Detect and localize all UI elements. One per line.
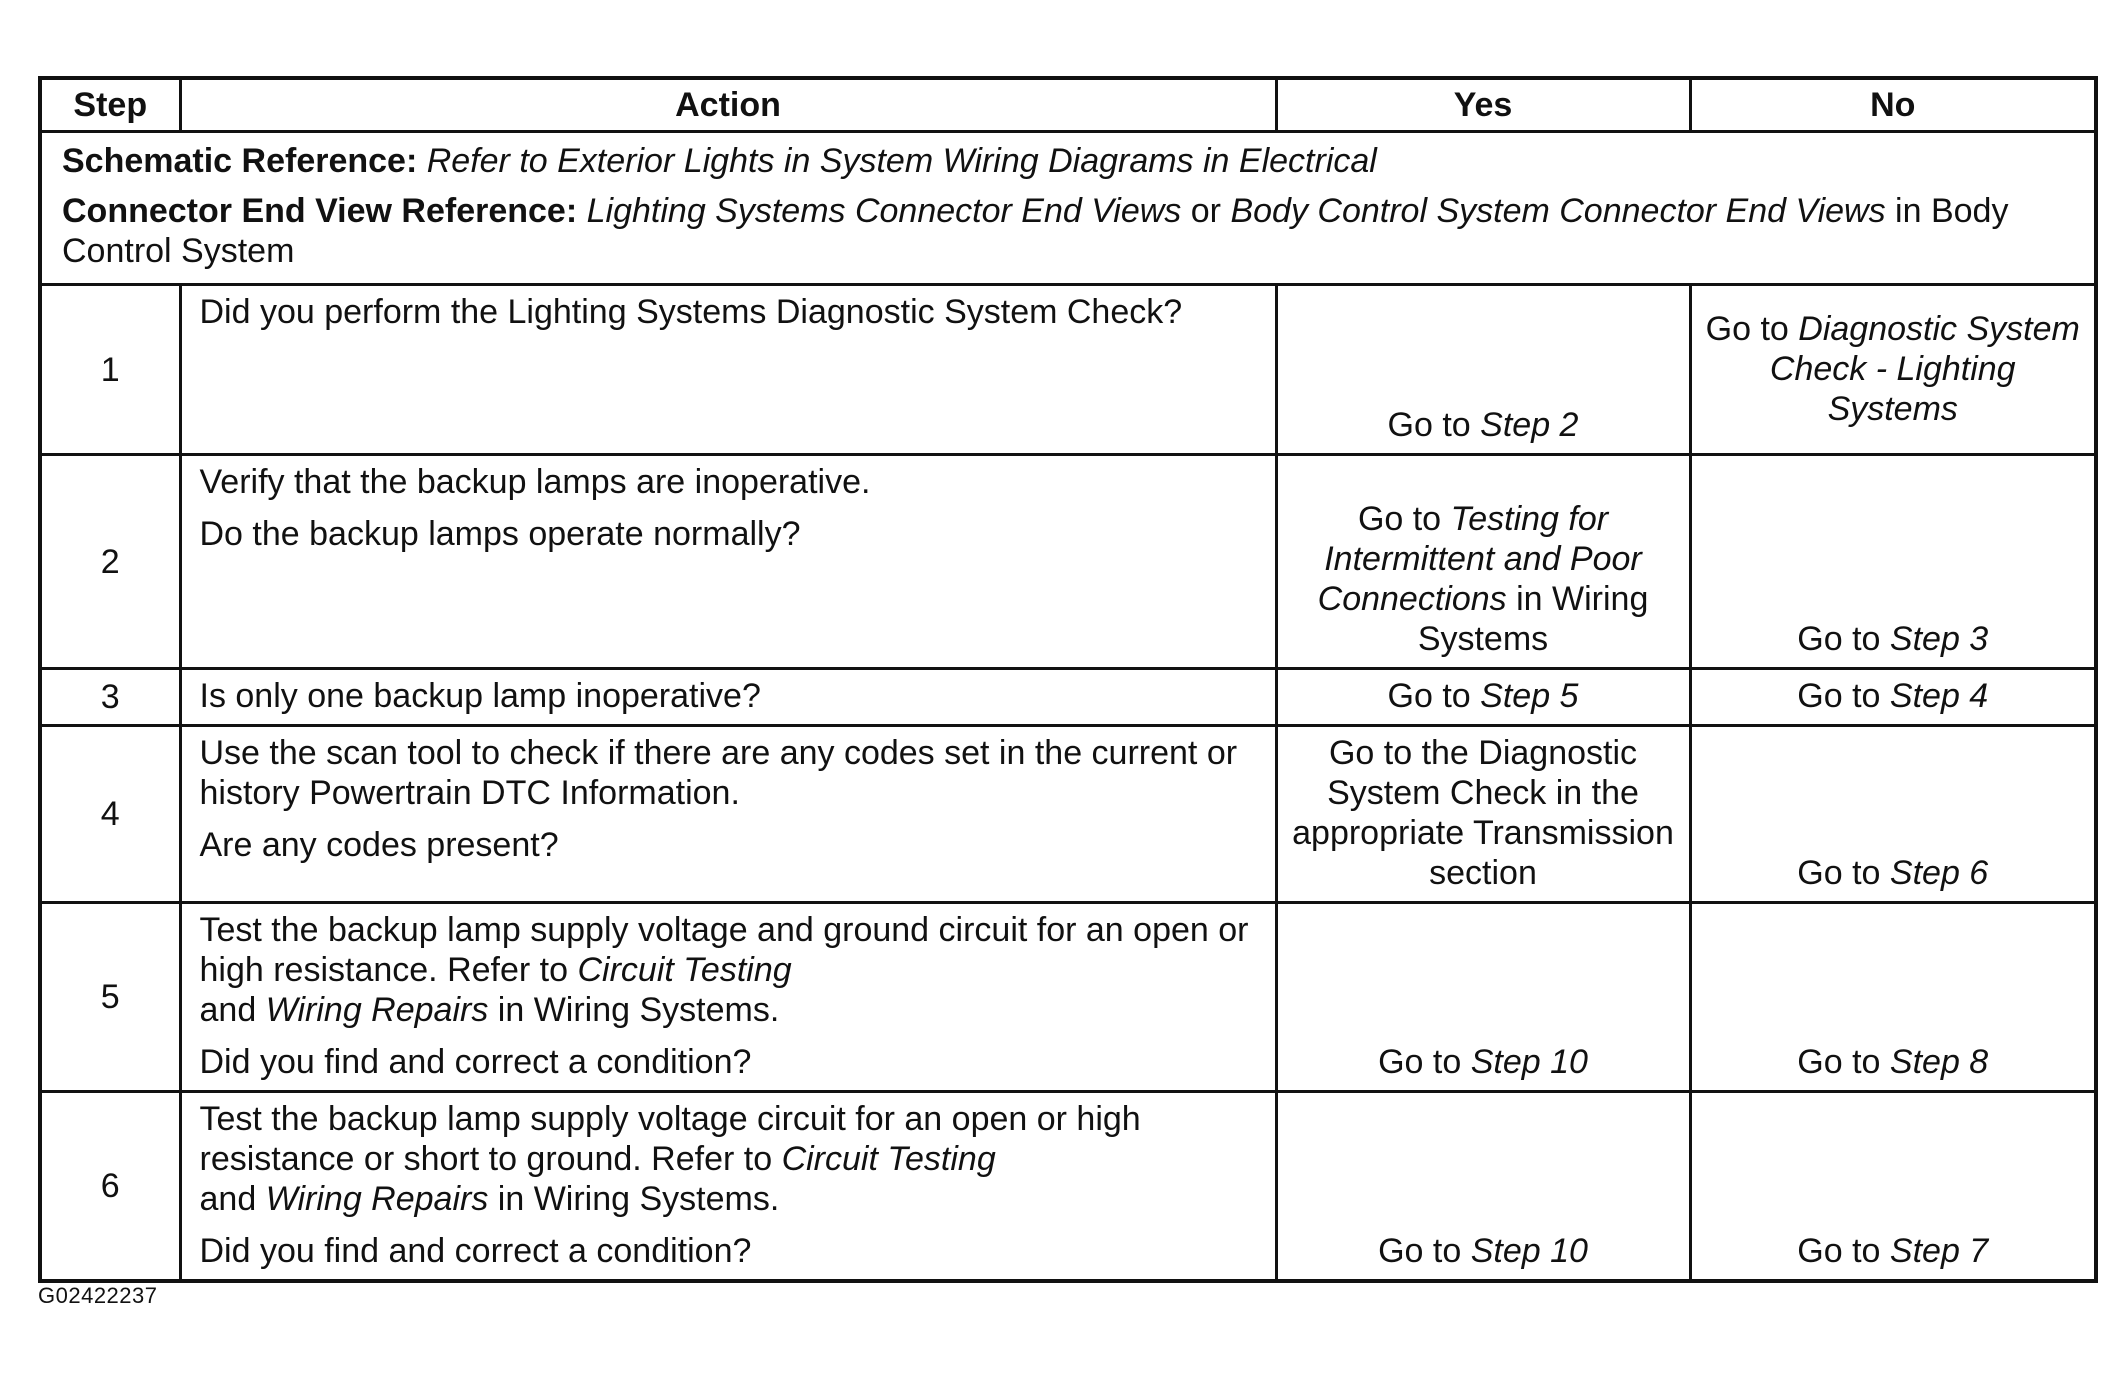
yes-result — [1276, 726, 1690, 903]
action-question: Did you find and correct a condition? — [199, 1043, 752, 1081]
yes-pre: Go to — [1378, 1043, 1462, 1081]
step-number: 4 — [40, 726, 180, 903]
header-action: Action — [180, 78, 1276, 132]
action-text: Verify that the backup lamps are inoperative. — [199, 463, 871, 501]
header-yes: Yes — [1276, 78, 1690, 132]
no-pre: Go to — [1797, 677, 1881, 715]
action-text: Did you perform the Lighting Systems Diagnostic System Check? — [199, 293, 1183, 331]
no-step-ref: Step 8 — [1889, 1043, 1989, 1081]
reference-row — [40, 132, 2096, 285]
action-text — [200, 910, 1257, 1030]
no-pre: Go to — [1705, 309, 1789, 348]
step-row-4 — [40, 726, 2096, 903]
connector-reference-link-lighting: Lighting Systems Connector End Views — [586, 192, 1182, 230]
no-pre: Go to — [1797, 620, 1881, 658]
diagnostic-document — [38, 76, 2094, 1283]
yes-result — [1276, 455, 1690, 669]
yes-step-ref: Step 10 — [1470, 1043, 1588, 1081]
step-row-5 — [40, 903, 2096, 1092]
no-result — [1690, 726, 2096, 903]
no-pre: Go to — [1797, 854, 1881, 892]
no-pre: Go to — [1797, 1043, 1881, 1081]
step-action — [180, 903, 1276, 1092]
action-and: and — [199, 991, 257, 1029]
action-and: and — [199, 1180, 257, 1218]
yes-pre: Go to — [1387, 677, 1471, 715]
step-action — [180, 455, 1276, 669]
connector-reference-label: Connector End View Reference: — [62, 192, 578, 230]
step-number: 6 — [40, 1092, 180, 1282]
yes-post: in Wiring Systems — [1417, 580, 1649, 658]
no-result — [1690, 903, 2096, 1092]
no-result — [1690, 1092, 2096, 1282]
no-pre: Go to — [1797, 1232, 1881, 1270]
action-question: Is only one backup lamp inoperative? — [199, 677, 761, 715]
no-step-ref: Step 7 — [1889, 1232, 1989, 1270]
reference-cell — [40, 132, 2096, 285]
yes-pre: Go to — [1387, 406, 1471, 444]
action-post: in Wiring Systems. — [497, 1180, 780, 1218]
header-row — [40, 78, 2096, 132]
action-text: Use the scan tool to check if there are any codes set in the current or history Powertrain DTC Information. — [199, 734, 1238, 812]
action-question: Are any codes present? — [199, 826, 559, 864]
schematic-reference-text: Refer to Exterior Lights in System Wiring Diagrams in Electrical — [426, 142, 1377, 180]
step-action — [180, 1092, 1276, 1282]
yes-pre: Go to — [1357, 500, 1442, 538]
header-step: Step — [40, 78, 180, 132]
no-step-ref: Step 4 — [1889, 677, 1989, 715]
no-step-ref: Step 3 — [1889, 620, 1989, 658]
action-text — [200, 1099, 1257, 1219]
no-step-ref: Diagnostic System Check - Lighting Systems — [1769, 309, 2080, 428]
no-step-ref: Step 6 — [1889, 854, 1989, 892]
step-row-1 — [40, 285, 2096, 455]
step-row-6 — [40, 1092, 2096, 1282]
no-result — [1690, 669, 2096, 726]
no-result — [1690, 455, 2096, 669]
yes-result — [1276, 1092, 1690, 1282]
step-row-3 — [40, 669, 2096, 726]
action-pre: Test the backup lamp supply voltage and ground circuit for an open or high resistance. Refer to — [199, 911, 1249, 989]
action-ref-wiring-repairs: Wiring Repairs — [265, 1180, 489, 1218]
yes-result — [1276, 669, 1690, 726]
yes-result — [1276, 903, 1690, 1092]
yes-step-ref: Testing for Intermittent and Poor Connections — [1317, 500, 1642, 618]
diagnostic-table — [38, 76, 2098, 1283]
action-pre: Test the backup lamp supply voltage circuit for an open or high resistance or short to ground. Refer to — [199, 1100, 1141, 1178]
no-result — [1690, 285, 2096, 455]
step-action — [180, 726, 1276, 903]
step-number: 3 — [40, 669, 180, 726]
yes-text: Go to the Diagnostic System Check in the appropriate Transmission section — [1292, 734, 1674, 892]
step-number: 5 — [40, 903, 180, 1092]
action-question: Do the backup lamps operate normally? — [199, 515, 801, 553]
yes-step-ref: Step 5 — [1480, 677, 1579, 715]
schematic-reference — [62, 141, 2074, 181]
figure-code: G02422237 — [38, 1283, 158, 1308]
step-number: 1 — [40, 285, 180, 455]
yes-step-ref: Step 10 — [1470, 1232, 1588, 1270]
yes-result — [1276, 285, 1690, 455]
step-row-2 — [40, 455, 2096, 669]
schematic-reference-label: Schematic Reference: — [62, 142, 418, 180]
action-ref-circuit-testing: Circuit Testing — [781, 1140, 996, 1178]
yes-pre: Go to — [1378, 1232, 1462, 1270]
connector-reference-link-body: Body Control System Connector End Views — [1230, 192, 1886, 230]
action-question: Did you find and correct a condition? — [199, 1232, 752, 1270]
header-no: No — [1690, 78, 2096, 132]
action-post: in Wiring Systems. — [497, 991, 780, 1029]
action-ref-wiring-repairs: Wiring Repairs — [265, 991, 489, 1029]
step-action — [180, 285, 1276, 455]
action-ref-circuit-testing: Circuit Testing — [577, 951, 792, 989]
connector-reference — [62, 191, 2074, 271]
yes-step-ref: Step 2 — [1480, 406, 1579, 444]
step-action — [180, 669, 1276, 726]
step-number: 2 — [40, 455, 180, 669]
connector-reference-tail: in Body Control System — [62, 192, 2009, 270]
connector-reference-or: or — [1190, 192, 1221, 230]
